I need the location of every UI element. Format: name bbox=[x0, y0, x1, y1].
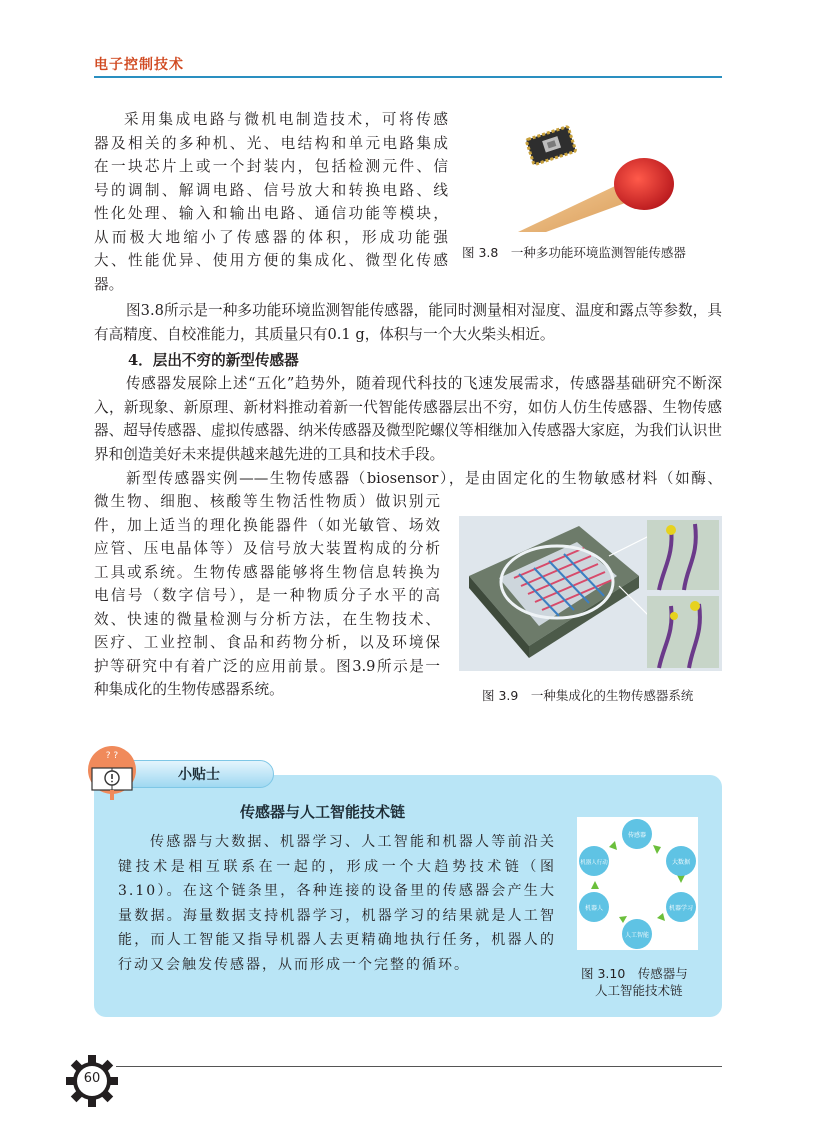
figure-3-10-caption-line-1: 图 3.10 传感器与 bbox=[581, 966, 688, 981]
header-divider bbox=[94, 76, 722, 78]
figure-3-8-caption: 图 3.8 一种多功能环境监测智能传感器 bbox=[462, 245, 686, 260]
chain-node-robot-action bbox=[579, 846, 609, 876]
text-line: 器及相关的多种机、光、电结构和单元电路集成 bbox=[94, 134, 448, 152]
running-header-title: 电子控制技术 bbox=[94, 57, 184, 73]
paragraph-figure-3-8-description: 图3.8所示是一种多功能环境监测智能传感器，能同时测量相对湿度、温度和露点等参数，具有高精度、自校准能力，其质量只有0.1 g，体积与一个大火柴头相近。 bbox=[94, 302, 722, 343]
text-line: 性化处理、输入和输出电路、通信功能等模块， bbox=[94, 205, 448, 222]
text-line: 微生物、细胞、核酸等生物活性物质）做识别元 bbox=[94, 493, 440, 510]
paragraph-biosensor-body bbox=[94, 490, 440, 702]
text-line: 工具或系统。生物传感器能够将生物信息转换为 bbox=[94, 563, 440, 581]
section-heading-new-sensors: 4．层出不穷的新型传感器 bbox=[128, 352, 299, 369]
text-line: 效、快速的微量检测与分析方法，在生物技术、 bbox=[94, 610, 440, 628]
chain-node-machine-learning bbox=[666, 892, 696, 922]
chain-node-big-data bbox=[666, 846, 696, 876]
text-line: 器。 bbox=[94, 275, 124, 293]
text-line: 从而极大地缩小了传感器的体积，形成功能强 bbox=[94, 228, 448, 246]
figure-3-10-chain bbox=[577, 817, 698, 950]
text-line: 护等研究中有着广泛的应用前景。图3.9所示是一 bbox=[94, 657, 440, 675]
text-line: 电信号（数字信号），是一种物质分子水平的高 bbox=[94, 587, 440, 604]
figure-3-9-image bbox=[459, 516, 722, 671]
chain-node-label: 大数据 bbox=[671, 859, 691, 866]
figure-3-9-caption: 图 3.9 一种集成化的生物传感器系统 bbox=[482, 688, 694, 703]
figure-3-10-caption-line-2: 人工智能技术链 bbox=[595, 983, 683, 998]
chain-node-label: 人工智能 bbox=[624, 932, 650, 939]
tips-book-icon bbox=[84, 744, 140, 802]
chain-node-label: 机器人 bbox=[584, 905, 604, 912]
technology-chain-diagram bbox=[577, 817, 698, 950]
chain-node-label: 传感器 bbox=[627, 832, 647, 839]
paragraph-biosensor-intro: 新型传感器实例——生物传感器（biosensor），是由固定化的生物敏感材料（如酶、 bbox=[126, 470, 722, 487]
tips-body-text: 传感器与大数据、机器学习、人工智能和机器人等前沿关键技术是相互联系在一起的，形成一个大趋势技术链（图3.10）。在这个链条里，各种连接的设备里的传感器会产生大量数据。海量数据支持机器学习，机器学习的结果就是人工智能，而人工智能又指导机器人去更精确地执行任务，机器人的行动又会触发传感器，从而形成一个完整的循环。 bbox=[118, 834, 556, 973]
text-line: 采用集成电路与微机电制造技术，可将传感 bbox=[124, 111, 448, 128]
tips-title: 传感器与人工智能技术链 bbox=[240, 803, 406, 821]
tips-label: 小贴士 bbox=[178, 767, 220, 783]
page-number: 60 bbox=[83, 1071, 101, 1086]
paragraph-integration bbox=[94, 108, 448, 296]
text-line: 种集成化的生物传感器系统。 bbox=[94, 681, 284, 698]
text-line: 在一块芯片上或一个封装内，包括检测元件、信 bbox=[94, 158, 448, 175]
paragraph-sensor-development: 传感器发展除上述“五化”趋势外，随着现代科技的飞速发展需求，传感器基础研究不断深入，新现象、新原理、新材料推动着新一代智能传感器层出不穷，如仿人仿生传感器、生物传感器、超导传感器、虚拟传感器、纳米传感器及微型陀螺仪等相继加入传感器大家庭，为我们认识世界和创造美好未来提供越来越先进的工具和技术手段。 bbox=[94, 375, 722, 463]
footer-divider bbox=[116, 1066, 722, 1067]
chain-node-ai bbox=[622, 919, 652, 949]
text-line: 件，加上适当的理化换能器件（如光敏管、场效 bbox=[94, 516, 440, 534]
text-line: 大、性能优异、使用方便的集成化、微型化传感 bbox=[94, 252, 448, 269]
biosensor-chip-illustration bbox=[459, 516, 722, 671]
text-line: 医疗、工业控制、食品和药物分析，以及环境保 bbox=[94, 634, 440, 651]
chain-node-label: 机器人行动 bbox=[580, 860, 608, 866]
sensor-chip-matchstick-illustration bbox=[494, 108, 722, 232]
chain-node-robot bbox=[579, 892, 609, 922]
chain-node-label: 机器学习 bbox=[668, 905, 694, 912]
chain-node-sensor bbox=[622, 819, 652, 849]
figure-3-8-image bbox=[494, 108, 722, 232]
text-line: 号的调制、解调电路、信号放大和转换电路、线 bbox=[94, 181, 448, 199]
tips-question-marks: ? ? bbox=[105, 751, 119, 761]
text-line: 应管、压电晶体等）及信号放大装置构成的分析 bbox=[94, 540, 440, 557]
